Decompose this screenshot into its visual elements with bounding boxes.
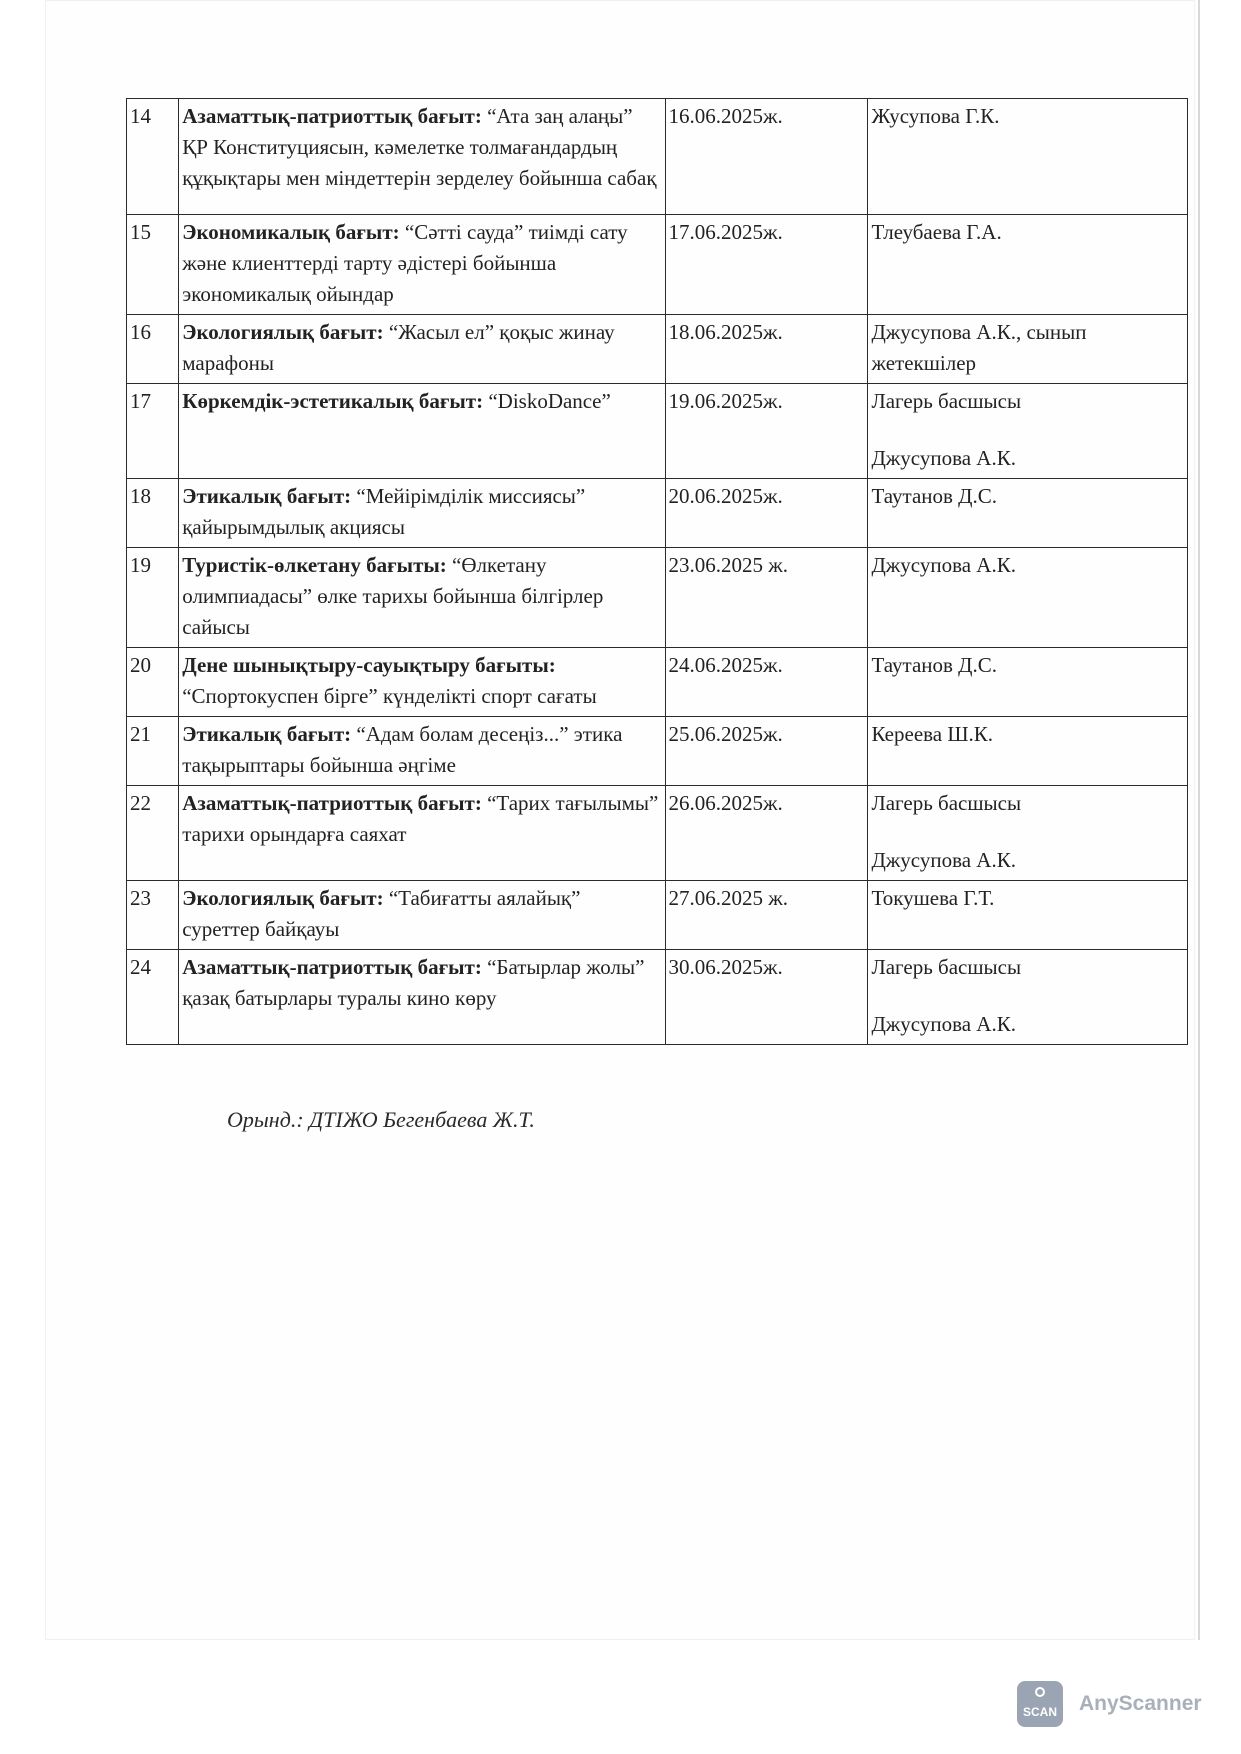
responsible-cell <box>868 881 1188 950</box>
direction-label: Экологиялық бағыт: <box>182 320 384 344</box>
responsible-cell <box>868 99 1188 215</box>
direction-label: Азаматтық-патриоттық бағыт: <box>182 104 482 128</box>
scanner-brand: AnyScanner <box>1079 1692 1202 1715</box>
direction-label: Экономикалық бағыт: <box>182 220 400 244</box>
date-cell: 27.06.2025 ж. <box>665 881 868 950</box>
date-cell: 20.06.2025ж. <box>665 479 868 548</box>
responsible-primary: Лагерь басшысы <box>871 389 1022 413</box>
table-row <box>127 384 1188 479</box>
row-number: 15 <box>127 215 179 315</box>
scan-app-icon: SCAN <box>1017 1681 1063 1727</box>
table-row <box>127 548 1188 648</box>
date-cell: 25.06.2025ж. <box>665 717 868 786</box>
direction-label: Азаматтық-патриоттық бағыт: <box>182 791 482 815</box>
responsible-cell <box>868 648 1188 717</box>
table-row <box>127 881 1188 950</box>
activity-cell <box>179 384 665 479</box>
responsible-primary: Джусупова А.К., сынып жетекшілер <box>871 320 1087 375</box>
responsible-cell <box>868 479 1188 548</box>
row-number: 18 <box>127 479 179 548</box>
activity-text: “Жасыл ел” қоқыс жинау марафоны <box>182 320 615 375</box>
date-cell: 26.06.2025ж. <box>665 786 868 881</box>
date-cell: 24.06.2025ж. <box>665 648 868 717</box>
responsible-cell <box>868 950 1188 1045</box>
responsible-cell <box>868 315 1188 384</box>
activity-text: “Сәтті сауда” тиімді сату және клиенттерді тарту әдістері бойынша экономикалық ойындар <box>182 220 628 306</box>
responsible-primary: Тлеубаева Г.А. <box>871 220 1002 244</box>
table-row <box>127 786 1188 881</box>
table-row <box>127 99 1188 215</box>
events-table <box>126 98 1188 1045</box>
row-number: 17 <box>127 384 179 479</box>
date-cell: 30.06.2025ж. <box>665 950 868 1045</box>
page-edge <box>1198 0 1200 1640</box>
activity-text: “DiskoDance” <box>483 389 611 413</box>
activity-cell <box>179 648 665 717</box>
activity-cell <box>179 786 665 881</box>
responsible-primary: Таутанов Д.С. <box>871 653 998 677</box>
activity-text: “Спортокуспен бірге” күнделікті спорт сағаты <box>182 684 597 708</box>
activity-text: “Табиғатты аялайық” суреттер байқауы <box>182 886 581 941</box>
direction-label: Дене шынықтыру-сауықтыру бағыты: <box>182 653 556 677</box>
row-number: 16 <box>127 315 179 384</box>
direction-label: Көркемдік-эстетикалық бағыт: <box>182 389 484 413</box>
activity-text: “Батырлар жолы” қазақ батырлары туралы кино көру <box>182 955 645 1010</box>
activity-cell <box>179 215 665 315</box>
activity-text: “Ата заң алаңы” ҚР Конституциясын, кәмелетке толмағандардың құқықтары мен міндеттерін зерделеу бойынша сабақ <box>182 104 657 190</box>
responsible-secondary: Джусупова А.К. <box>871 1012 1016 1036</box>
date-cell: 18.06.2025ж. <box>665 315 868 384</box>
row-number: 23 <box>127 881 179 950</box>
table-row <box>127 315 1188 384</box>
responsible-secondary: Джусупова А.К. <box>871 446 1016 470</box>
row-number: 24 <box>127 950 179 1045</box>
responsible-primary: Лагерь басшысы <box>871 791 1022 815</box>
table-row <box>127 950 1188 1045</box>
responsible-primary: Таутанов Д.С. <box>871 484 998 508</box>
table-row <box>127 215 1188 315</box>
row-number: 20 <box>127 648 179 717</box>
responsible-primary: Лагерь басшысы <box>871 955 1022 979</box>
direction-label: Азаматтық-патриоттық бағыт: <box>182 955 482 979</box>
row-number: 21 <box>127 717 179 786</box>
scanner-watermark <box>1017 1681 1202 1727</box>
responsible-secondary: Джусупова А.К. <box>871 848 1016 872</box>
direction-label: Этикалық бағыт: <box>182 484 352 508</box>
direction-label: Этикалық бағыт: <box>182 722 352 746</box>
date-cell: 16.06.2025ж. <box>665 99 868 215</box>
responsible-primary: Джусупова А.К. <box>871 553 1016 577</box>
activity-text: “Мейірімділік миссиясы” қайырымдылық акциясы <box>182 484 586 539</box>
row-number: 19 <box>127 548 179 648</box>
activity-cell <box>179 479 665 548</box>
table-row <box>127 479 1188 548</box>
responsible-primary: Кереева Ш.К. <box>871 722 994 746</box>
responsible-cell <box>868 717 1188 786</box>
responsible-primary: Жусупова Г.К. <box>871 104 1000 128</box>
activity-cell <box>179 548 665 648</box>
date-cell: 17.06.2025ж. <box>665 215 868 315</box>
activity-cell <box>179 717 665 786</box>
activity-cell <box>179 881 665 950</box>
activity-text: “Өлкетану олимпиадасы” өлке тарихы бойынша білгірлер сайысы <box>182 553 604 639</box>
activity-cell <box>179 315 665 384</box>
signature-line: Орынд.: ДТІЖО Бегенбаева Ж.Т. <box>227 1107 535 1132</box>
responsible-cell <box>868 548 1188 648</box>
responsible-primary: Токушева Г.Т. <box>871 886 995 910</box>
date-cell: 19.06.2025ж. <box>665 384 868 479</box>
row-number: 22 <box>127 786 179 881</box>
responsible-cell <box>868 384 1188 479</box>
activity-cell <box>179 950 665 1045</box>
direction-label: Туристік-өлкетану бағыты: <box>182 553 447 577</box>
table-row <box>127 717 1188 786</box>
direction-label: Экологиялық бағыт: <box>182 886 384 910</box>
date-cell: 23.06.2025 ж. <box>665 548 868 648</box>
row-number: 14 <box>127 99 179 215</box>
activity-cell <box>179 99 665 215</box>
table-row <box>127 648 1188 717</box>
responsible-cell <box>868 215 1188 315</box>
responsible-cell <box>868 786 1188 881</box>
activity-text: “Адам болам десеңіз...” этика тақырыптары бойынша әңгіме <box>182 722 623 777</box>
activity-text: “Тарих тағылымы” тарихи орындарға саяхат <box>182 791 659 846</box>
